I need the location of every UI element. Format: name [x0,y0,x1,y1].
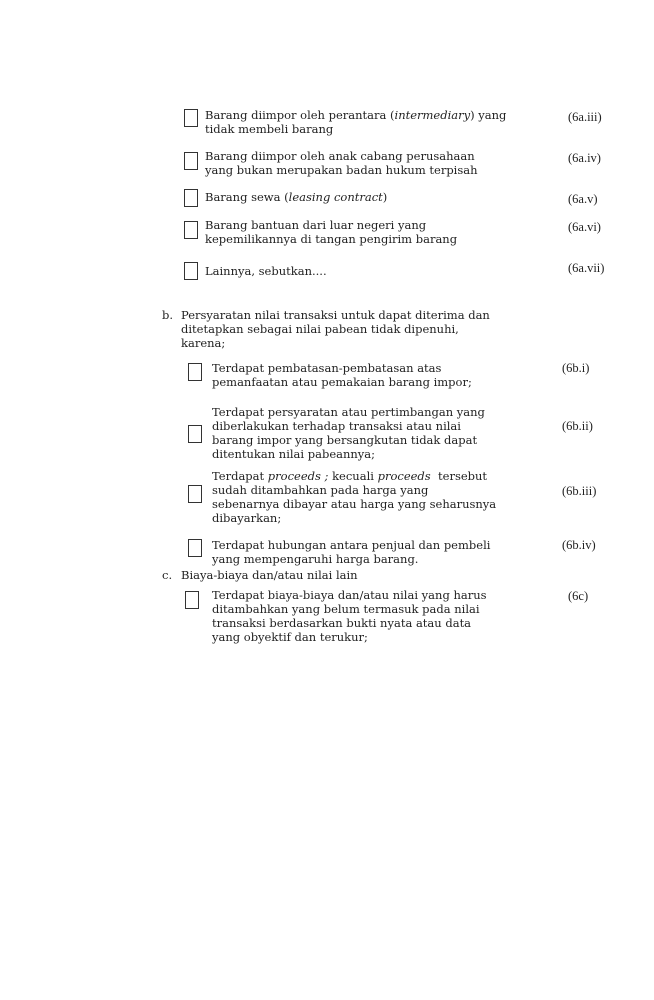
item-6a-iii-text [205,108,506,136]
checkbox-6c[interactable] [185,591,199,609]
code-6c: (6c) [568,589,589,603]
section-b-heading [181,308,490,350]
item-6a-vi-text [205,218,457,246]
item-6b-i-text [212,361,472,389]
text: Persyaratan nilai transaksi untuk dapat diterima dan [181,308,490,322]
checkbox-6b-iv[interactable] [188,539,202,557]
checkbox-6b-ii[interactable] [188,425,202,443]
code-6a-iii: (6a.iii) [568,110,602,124]
text: barang impor yang bersangkutan tidak dapat [212,433,478,447]
text: sebenarnya dibayar atau harga yang seharusnya [212,497,497,511]
text: ) yang [470,108,507,122]
text: dibayarkan; [212,511,282,525]
code-6b-ii: (6b.ii) [562,419,593,433]
text: yang obyektif dan terukur; [212,630,368,644]
item-6a-v-text [205,190,387,204]
code-6b-iii: (6b.iii) [562,484,597,498]
text: Barang diimpor oleh anak cabang perusahaan [205,149,475,163]
checkbox-6a-iv[interactable] [184,152,198,170]
section-c-marker: c. [162,568,173,582]
code-6a-vi: (6a.vi) [568,220,601,234]
code-6a-vii: (6a.vii) [568,261,605,275]
text: ditetapkan sebagai nilai pabean tidak dipenuhi, [181,322,459,336]
text: transaksi berdasarkan bukti nyata atau data [212,616,472,630]
checkbox-6a-vii[interactable] [184,262,198,280]
italic-term: leasing contract [288,190,383,204]
checkbox-6a-v[interactable] [184,189,198,207]
text: Terdapat persyaratan atau pertimbangan yang [212,405,485,419]
item-6b-ii-text [212,405,485,461]
text: Lainnya, sebutkan.... [205,264,327,278]
text: ditambahkan yang belum termasuk pada nilai [212,602,480,616]
text: sudah ditambahkan pada harga yang [212,483,429,497]
text: tidak membeli barang [205,122,334,136]
text: Barang bantuan dari luar negeri yang [205,218,427,232]
text: yang mempengaruhi harga barang. [212,552,419,566]
text: Terdapat biaya-biaya dan/atau nilai yang harus [212,588,487,602]
text: kecuali [328,469,378,483]
text: karena; [181,336,226,350]
italic-term: intermediary [394,108,471,122]
item-6b-iv-text [212,538,490,566]
text: Barang diimpor oleh perantara ( [205,108,395,122]
text: ditentukan nilai pabeannya; [212,447,376,461]
text: Terdapat hubungan antara penjual dan pembeli [212,538,491,552]
item-6b-iii-text [212,469,496,525]
code-6b-i: (6b.i) [562,361,590,375]
text: ) [382,190,388,204]
text: Terdapat [212,469,268,483]
text: diberlakukan terhadap transaksi atau nilai [212,419,461,433]
italic-term: proceeds [377,469,431,483]
checkbox-6a-iii[interactable] [184,109,198,127]
item-6a-vii-text [205,264,327,278]
code-6a-v: (6a.v) [568,192,598,206]
text: tersebut [430,469,488,483]
text: Terdapat pembatasan-pembatasan atas [212,361,442,375]
checkbox-6b-i[interactable] [188,363,202,381]
item-6c-text [212,588,487,644]
text: kepemilikannya di tangan pengirim barang [205,232,458,246]
code-6a-iv: (6a.iv) [568,151,601,165]
section-b-marker: b. [162,308,174,322]
checkbox-6a-vi[interactable] [184,221,198,239]
item-6a-iv-text [205,149,478,177]
code-6b-iv: (6b.iv) [562,538,596,552]
checkbox-6b-iii[interactable] [188,485,202,503]
text: pemanfaatan atau pemakaian barang impor; [212,375,472,389]
section-c-heading: Biaya-biaya dan/atau nilai lain [181,568,358,582]
italic-term: proceeds ; [267,469,329,483]
text: yang bukan merupakan badan hukum terpisah [205,163,478,177]
text: Barang sewa ( [205,190,289,204]
